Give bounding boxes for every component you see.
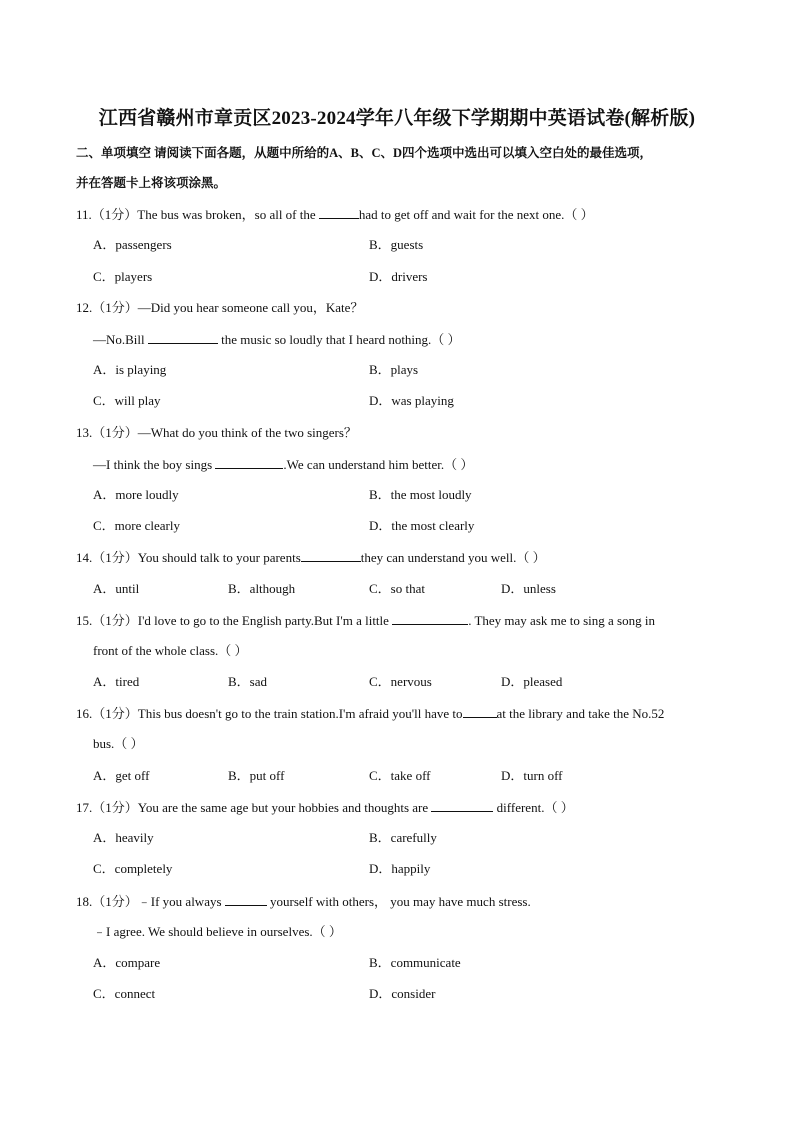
question-text: —I think the boy sings <box>93 457 216 472</box>
option-a[interactable]: A．compare <box>93 955 161 970</box>
question-score: （1分） <box>92 550 138 565</box>
option-c[interactable]: C．nervous <box>369 674 432 689</box>
option-b[interactable]: B．sad <box>228 674 268 689</box>
option-c[interactable]: C．take off <box>369 768 431 783</box>
question-score: （1分） <box>92 894 138 909</box>
question-text-tail: at the library and take the No.52 <box>496 706 665 721</box>
option-a[interactable]: A．more loudly <box>93 487 179 502</box>
option-c[interactable]: C．completely <box>93 861 173 876</box>
option-d[interactable]: D．drivers <box>369 269 428 284</box>
answer-blank <box>148 330 218 344</box>
instructions-line-2: 并在答题卡上将该项涂黑。 <box>76 176 227 190</box>
question-score: （1分） <box>92 706 138 721</box>
question-text-tail: had to get off and wait for the next one.（ ） <box>358 207 594 222</box>
option-d[interactable]: D．consider <box>369 986 436 1001</box>
question-13-line-2 <box>93 455 473 474</box>
question-15-line-2 <box>93 642 248 660</box>
answer-blank <box>319 205 359 219</box>
option-b[interactable]: B．put off <box>228 768 285 783</box>
option-d[interactable]: D．turn off <box>501 768 563 783</box>
question-text: You are the same age but your hobbies and thoughts are <box>137 800 432 815</box>
question-number: 12. <box>76 300 93 315</box>
question-number: 15. <box>76 613 93 628</box>
question-13 <box>76 424 357 442</box>
question-14 <box>76 548 546 567</box>
option-a[interactable]: A．is playing <box>93 362 167 377</box>
question-score: （1分） <box>92 300 138 315</box>
option-c[interactable]: C．connect <box>93 986 156 1001</box>
option-c[interactable]: C．players <box>93 269 153 284</box>
question-text: front of the whole class.（ ） <box>93 643 248 658</box>
question-17 <box>76 798 574 817</box>
question-text: —What do you think of the two singers？ <box>137 425 357 440</box>
question-text-tail: yourself with others， you may have much stress. <box>266 894 531 909</box>
question-score: （1分） <box>91 207 138 222</box>
option-c[interactable]: C．will play <box>93 393 161 408</box>
question-text: ﹣I agree. We should believe in ourselves.（ ） <box>93 924 342 939</box>
instructions-line-1: 二、单项填空 请阅读下面各题，从题中所给的A、B、C、D四个选项中选出可以填入空白处的最佳选项， <box>76 146 653 160</box>
question-18 <box>76 892 531 911</box>
option-a[interactable]: A．tired <box>93 674 140 689</box>
option-b[interactable]: B．plays <box>369 362 419 377</box>
question-text: bus.（ ） <box>93 736 144 751</box>
question-number: 13. <box>76 425 93 440</box>
question-number: 17. <box>76 800 93 815</box>
section-instructions <box>76 138 726 198</box>
option-b[interactable]: B．communicate <box>369 955 461 970</box>
question-18-line-2 <box>93 923 342 941</box>
question-number: 18. <box>76 894 93 909</box>
option-a[interactable]: A．passengers <box>93 237 172 252</box>
question-text-tail: the music so loudly that I heard nothing.（ ） <box>217 332 461 347</box>
answer-blank <box>301 548 361 562</box>
answer-blank <box>463 704 497 718</box>
answer-blank <box>392 611 468 625</box>
option-c[interactable]: C．so that <box>369 581 425 596</box>
option-b[interactable]: B．guests <box>369 237 424 252</box>
question-text-tail: . They may ask me to sing a song in <box>468 613 655 628</box>
page-title: 江西省赣州市章贡区2023-2024学年八年级下学期期中英语试卷(解析版) <box>98 108 696 129</box>
question-score: （1分） <box>92 613 138 628</box>
question-16 <box>76 704 664 723</box>
question-score: （1分） <box>92 425 138 440</box>
question-text-tail: they can understand you well.（ ） <box>360 550 546 565</box>
question-number: 16. <box>76 706 93 721</box>
option-c[interactable]: C．more clearly <box>93 518 180 533</box>
question-text: This bus doesn't go to the train station.I'm afraid you'll have to <box>137 706 463 721</box>
option-d[interactable]: D．was playing <box>369 393 454 408</box>
option-a[interactable]: A．heavily <box>93 830 154 845</box>
question-text: I'd love to go to the English party.But I'm a little <box>137 613 393 628</box>
question-text: The bus was broken，so all of the <box>137 207 319 222</box>
question-text: You should talk to your parents <box>137 550 301 565</box>
question-11 <box>76 205 594 224</box>
question-12-line-2 <box>93 330 461 349</box>
question-text: ﹣If you always <box>137 894 225 909</box>
answer-blank <box>431 798 493 812</box>
question-score: （1分） <box>92 800 138 815</box>
option-d[interactable]: D．the most clearly <box>369 518 475 533</box>
option-a[interactable]: A．until <box>93 581 140 596</box>
option-d[interactable]: D．unless <box>501 581 556 596</box>
option-d[interactable]: D．happily <box>369 861 431 876</box>
question-text-tail: .We can understand him better.（ ） <box>283 457 474 472</box>
question-number: 11. <box>76 207 92 222</box>
question-15 <box>76 611 655 630</box>
answer-blank <box>225 892 267 906</box>
option-a[interactable]: A．get off <box>93 768 150 783</box>
option-b[interactable]: B．carefully <box>369 830 437 845</box>
question-text-tail: different.（ ） <box>493 800 574 815</box>
question-12 <box>76 299 363 317</box>
option-b[interactable]: B．although <box>228 581 296 596</box>
question-text: —No.Bill <box>93 332 148 347</box>
question-text: —Did you hear someone call you，Kate？ <box>137 300 364 315</box>
answer-blank <box>215 455 283 469</box>
option-d[interactable]: D．pleased <box>501 674 563 689</box>
question-16-line-2 <box>93 735 144 753</box>
option-b[interactable]: B．the most loudly <box>369 487 472 502</box>
question-number: 14. <box>76 550 93 565</box>
